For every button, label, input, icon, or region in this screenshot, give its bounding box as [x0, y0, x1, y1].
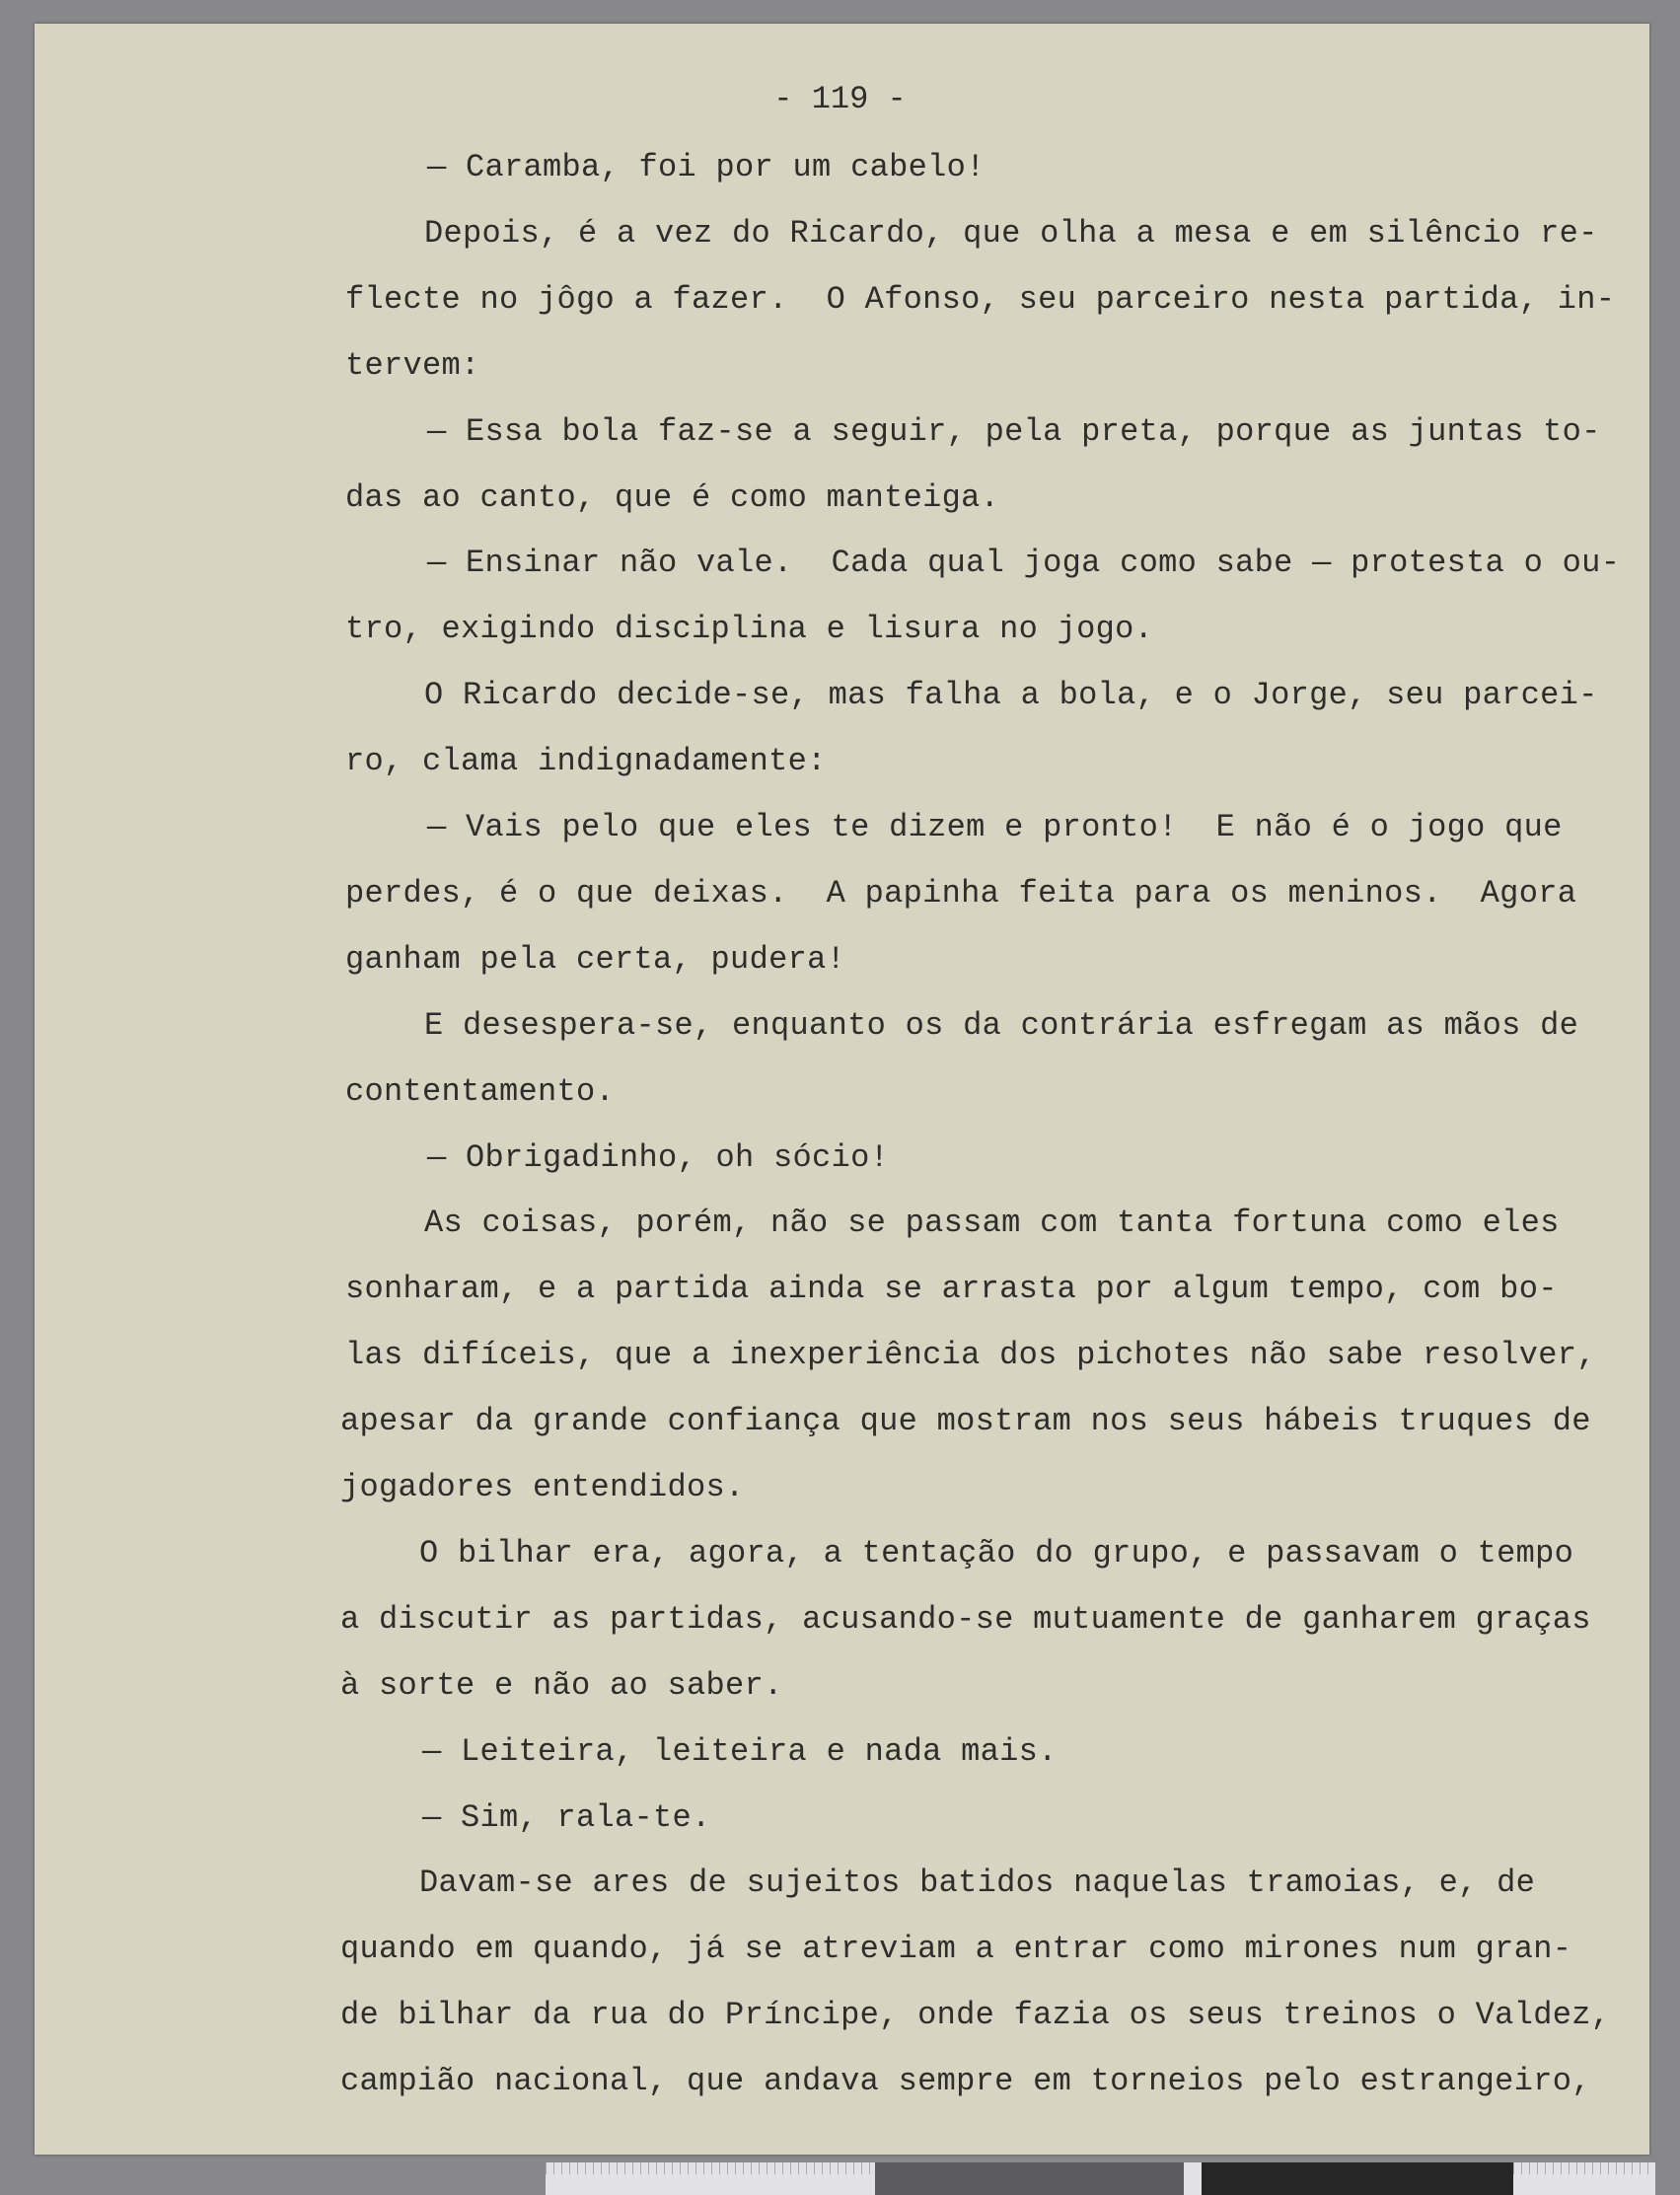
- text-line: — Sim, rala-te.: [422, 1798, 711, 1836]
- text-line: de bilhar da rua do Príncipe, onde fazia os seus treinos o Valdez,: [340, 1997, 1611, 2034]
- text-line: O Ricardo decide-se, mas falha a bola, e o Jorge, seu parcei-: [424, 677, 1598, 714]
- text-line: E desespera-se, enquanto os da contrária esfregam as mãos de: [424, 1006, 1579, 1044]
- color-patch-gray: [875, 2162, 1184, 2195]
- scale-ruler-end: [1513, 2162, 1655, 2195]
- text-line: campião nacional, que andava sempre em torneios pelo estrangeiro,: [340, 2063, 1591, 2100]
- text-line: — Caramba, foi por um cabelo!: [427, 149, 986, 185]
- text-line: apesar da grande confiança que mostram nos seus hábeis truques de: [340, 1403, 1591, 1440]
- color-patch-white: [1184, 2162, 1202, 2195]
- text-line: — Obrigadinho, oh sócio!: [427, 1138, 890, 1176]
- text-line: contentamento.: [345, 1072, 616, 1110]
- text-line: — Vais pelo que eles te dizem e pronto! E não é o jogo que: [427, 809, 1563, 845]
- text-line: das ao canto, que é como manteiga.: [345, 478, 1000, 516]
- text-line: quando em quando, já se atreviam a entrar como mirones num gran-: [340, 1931, 1572, 1968]
- text-line: tervem:: [345, 346, 480, 384]
- text-line: tro, exigindo disciplina e lisura no jogo.: [345, 611, 1154, 648]
- text-line: As coisas, porém, não se passam com tanta fortuna como eles: [424, 1205, 1560, 1242]
- text-line: sonharam, e a partida ainda se arrasta por algum tempo, com bo-: [345, 1271, 1558, 1308]
- typewritten-page: [35, 24, 1649, 2155]
- text-line: flecte no jôgo a fazer. O Afonso, seu parceiro nesta partida, in-: [345, 280, 1616, 318]
- text-line: ro, clama indignadamente:: [345, 743, 827, 780]
- text-line: — Ensinar não vale. Cada qual joga como sabe — protesta o ou-: [427, 545, 1621, 582]
- text-line: — Leiteira, leiteira e nada mais.: [422, 1732, 1058, 1770]
- page-number: - 119 -: [773, 81, 907, 117]
- text-line: a discutir as partidas, acusando-se mutuamente de ganharem graças: [340, 1600, 1591, 1638]
- text-line: perdes, é o que deixas. A papinha feita para os meninos. Agora: [345, 874, 1577, 912]
- text-line: Depois, é a vez do Ricardo, que olha a mesa e em silêncio re-: [424, 214, 1598, 252]
- text-line: à sorte e não ao saber.: [340, 1666, 783, 1704]
- text-line: — Essa bola faz-se a seguir, pela preta, porque as juntas to-: [427, 412, 1601, 450]
- text-line: ganham pela certa, pudera!: [345, 940, 846, 978]
- text-line: las difíceis, que a inexperiência dos pichotes não sabe resolver,: [345, 1337, 1596, 1374]
- text-line: O bilhar era, agora, a tentação do grupo, e passavam o tempo: [419, 1534, 1574, 1572]
- text-line: jogadores entendidos.: [340, 1469, 745, 1505]
- scale-ruler: [546, 2162, 875, 2195]
- color-patch-black: [1202, 2162, 1513, 2195]
- text-line: Davam-se ares de sujeitos batidos naquelas tramoias, e, de: [419, 1865, 1536, 1902]
